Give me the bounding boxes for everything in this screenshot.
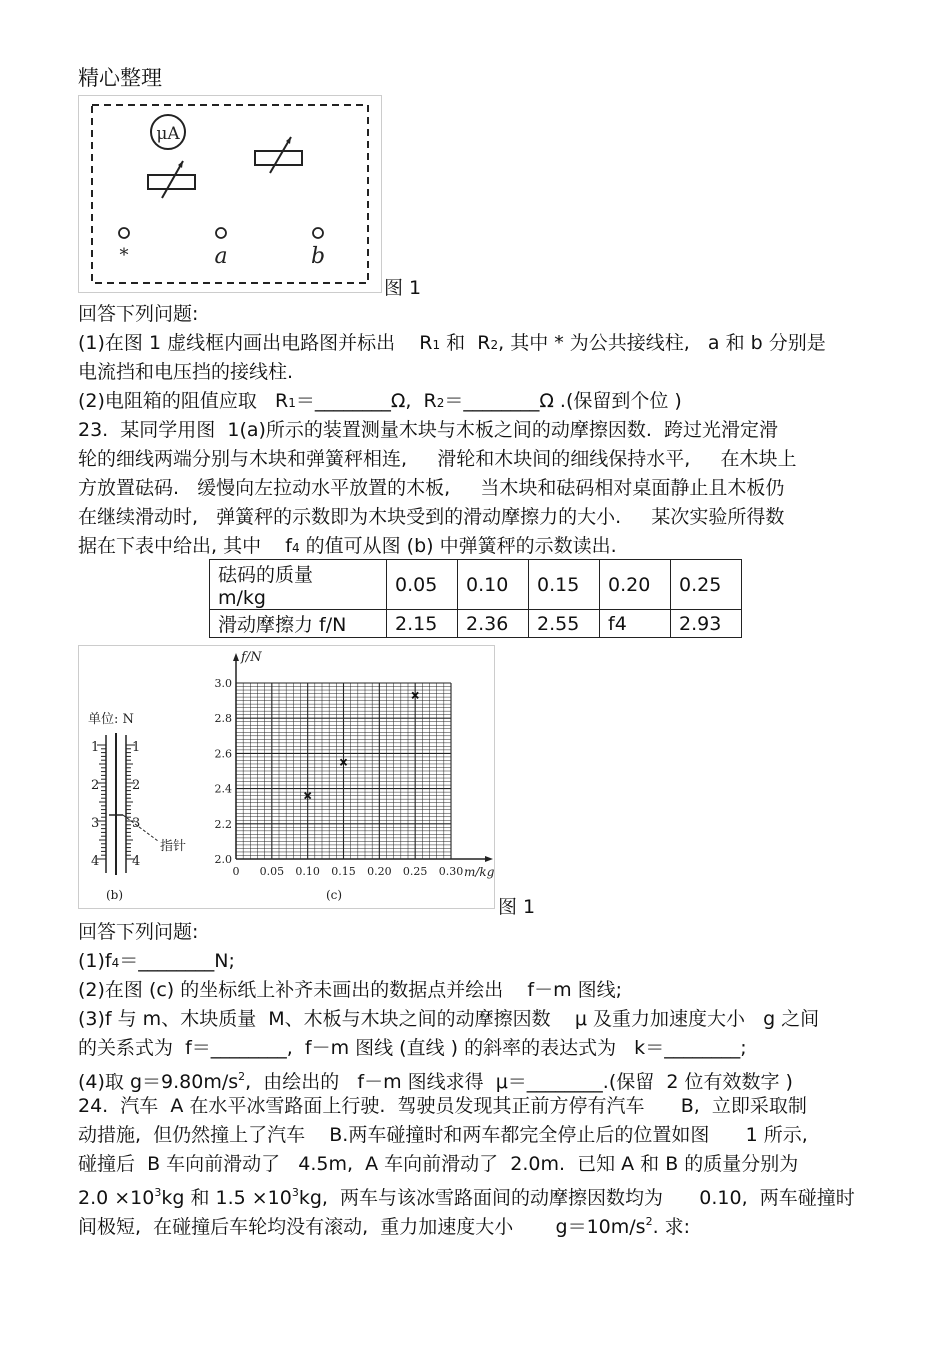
scale-unit-label: 单位: N bbox=[88, 712, 134, 727]
q23-question3-line2: 的关系式为 f＝________, f－m 图线 (直线 ) 的斜率的表达式为 k＝________; bbox=[78, 1037, 747, 1059]
terminal-a-icon bbox=[216, 228, 226, 238]
q23-line1: 23. 某同学用图 1(a)所示的装置测量木块与木板之间的动摩擦因数. 跨过光滑定滑 bbox=[78, 419, 779, 441]
terminal-common-label: * bbox=[119, 245, 129, 266]
q23-line4: 在继续滑动时, 弹簧秤的示数即为木块受到的滑动摩擦力的大小. 某次实验所得数 bbox=[78, 506, 785, 528]
scale-tick-label: 3 bbox=[91, 816, 100, 831]
spring-scale-icon bbox=[88, 712, 186, 902]
scale-tick-label: 3 bbox=[132, 816, 141, 831]
table-cell: 0.15 bbox=[529, 560, 600, 610]
q24-line5: 间极短, 在碰撞后车轮均没有滚动, 重力加速度大小 $g=10m/s^2$. 求: bbox=[78, 1215, 691, 1238]
q23-line5: 据在下表中给出, 其中 f4 的值可从图 (b) 中弹簧秤的示数读出. bbox=[78, 535, 617, 557]
terminal-b-icon bbox=[313, 228, 323, 238]
pointer-label: 指针 bbox=[160, 839, 187, 854]
table-cell: f4 bbox=[600, 610, 671, 638]
figure-c-caption: (c) bbox=[326, 888, 343, 902]
q24-line2: 动措施, 但仍然撞上了汽车 B.两车碰撞时和两车都完全停止后的位置如图 1 所示, bbox=[78, 1124, 808, 1146]
scale-tick-label: 1 bbox=[91, 740, 100, 755]
table-cell: 2.93 bbox=[671, 610, 742, 638]
q23-question4: (4)取 $g=9.80m/s^2$, 由绘出的 f－m 图线求得 μ＝________.(保留 2 位有效数字 ) bbox=[78, 1070, 793, 1093]
table-cell: 2.36 bbox=[458, 610, 529, 638]
table-row bbox=[210, 560, 742, 610]
x-tick-label: 0 bbox=[232, 865, 240, 878]
y-tick-label: 3.0 bbox=[214, 677, 232, 690]
q24-line1: 24. 汽车 A 在水平冰雪路面上行驶. 驾驶员发现其正前方停有汽车 B, 立即采取制 bbox=[78, 1095, 807, 1117]
table-cell: 0.25 bbox=[671, 560, 742, 610]
q22-intro: 回答下列问题: bbox=[78, 303, 199, 325]
q23-line3: 方放置砝码. 缓慢向左拉动水平放置的木板, 当木块和砝码相对桌面静止且木板仍 bbox=[78, 477, 785, 499]
q22-part1-line1: (1)在图 1 虚线框内画出电路图并标出 R1 和 R2, 其中 * 为公共接线柱, a 和 b 分别是 bbox=[78, 332, 826, 354]
table-row bbox=[210, 610, 742, 638]
scale-tick-label: 2 bbox=[132, 778, 141, 793]
table-cell: 0.10 bbox=[458, 560, 529, 610]
terminal-a-label: a bbox=[214, 244, 228, 269]
resistor-box-2-icon bbox=[255, 137, 302, 173]
x-tick-label: 0.25 bbox=[402, 865, 428, 878]
y-tick-label: 2.8 bbox=[214, 712, 232, 726]
microammeter-icon bbox=[151, 115, 185, 149]
x-tick-label: 0.15 bbox=[331, 865, 356, 878]
figure-label-1: 图 1 bbox=[384, 277, 422, 299]
q24-line3: 碰撞后 B 车向前滑动了 4.5m, A 车向前滑动了 2.0m. 已知 A 和 B 的质量分别为 bbox=[78, 1153, 799, 1175]
table-cell: 0.05 bbox=[387, 560, 458, 610]
table-cell: 0.20 bbox=[600, 560, 671, 610]
q22-part2: (2)电阻箱的阻值应取 R1＝________Ω, R2＝________Ω .(保留到个位 ) bbox=[78, 390, 682, 412]
spring-scale-and-graph-figure bbox=[78, 645, 496, 910]
q23-questions-intro: 回答下列问题: bbox=[78, 921, 199, 943]
x-axis-arrow-icon bbox=[485, 856, 493, 862]
y-tick-label: 2.2 bbox=[214, 817, 232, 831]
terminal-b-label: b bbox=[310, 244, 326, 269]
q23-question3-line1: (3)f 与 m、木块质量 M、木板与木块之间的动摩擦因数 μ 及重力加速度大小 g 之间 bbox=[78, 1008, 820, 1030]
x-axis-label: m/kg bbox=[464, 865, 495, 879]
q23-line2: 轮的细线两端分别与木块和弹簧秤相连, 滑轮和木块间的细线保持水平, 在木块上 bbox=[78, 448, 797, 470]
x-tick-label: 0.05 bbox=[259, 865, 285, 878]
x-tick-label: 0.10 bbox=[295, 865, 320, 878]
circuit-figure bbox=[78, 95, 383, 293]
q24-line4: $2.0 \times 10^3kg$ 和 $1.5 \times 10^3kg$, 两车与该冰雪路面间的动摩擦因数均为 0.10, 两车碰撞时 bbox=[78, 1186, 855, 1209]
table-cell: 2.55 bbox=[529, 610, 600, 638]
y-tick-label: 2.0 bbox=[214, 853, 232, 866]
q22-part1-line2: 电流挡和电压挡的接线柱. bbox=[78, 361, 294, 383]
data-table bbox=[209, 559, 742, 638]
scale-tick-label: 1 bbox=[132, 740, 141, 755]
figure-b-caption: (b) bbox=[106, 888, 124, 902]
terminal-common-icon bbox=[119, 228, 129, 238]
resistor-box-1-icon bbox=[148, 161, 195, 198]
table-head-friction: 滑动摩擦力 f/N bbox=[210, 610, 387, 638]
figure-label-2: 图 1 bbox=[498, 896, 536, 918]
y-axis-arrow-icon bbox=[233, 653, 239, 661]
y-tick-label: 2.4 bbox=[214, 782, 232, 796]
page-title: 精心整理 bbox=[78, 66, 162, 90]
graph-area bbox=[215, 650, 495, 902]
q23-question1: (1)f4＝________N; bbox=[78, 950, 235, 972]
table-cell: 2.15 bbox=[387, 610, 458, 638]
pointer-leader-line bbox=[123, 815, 158, 841]
q23-question2: (2)在图 (c) 的坐标纸上补齐未画出的数据点并绘出 f－m 图线; bbox=[78, 979, 623, 1001]
table-head-mass: 砝码的质量 m/kg bbox=[210, 560, 387, 610]
scale-tick-label: 4 bbox=[132, 854, 141, 869]
x-tick-label: 0.20 bbox=[367, 865, 392, 878]
y-axis-label: f/N bbox=[241, 650, 262, 665]
y-tick-label: 2.6 bbox=[214, 747, 232, 761]
scale-tick-label: 4 bbox=[91, 854, 100, 869]
meter-label: μA bbox=[156, 124, 180, 144]
x-tick-label: 0.30 bbox=[438, 865, 464, 878]
scale-tick-label: 2 bbox=[91, 778, 100, 793]
